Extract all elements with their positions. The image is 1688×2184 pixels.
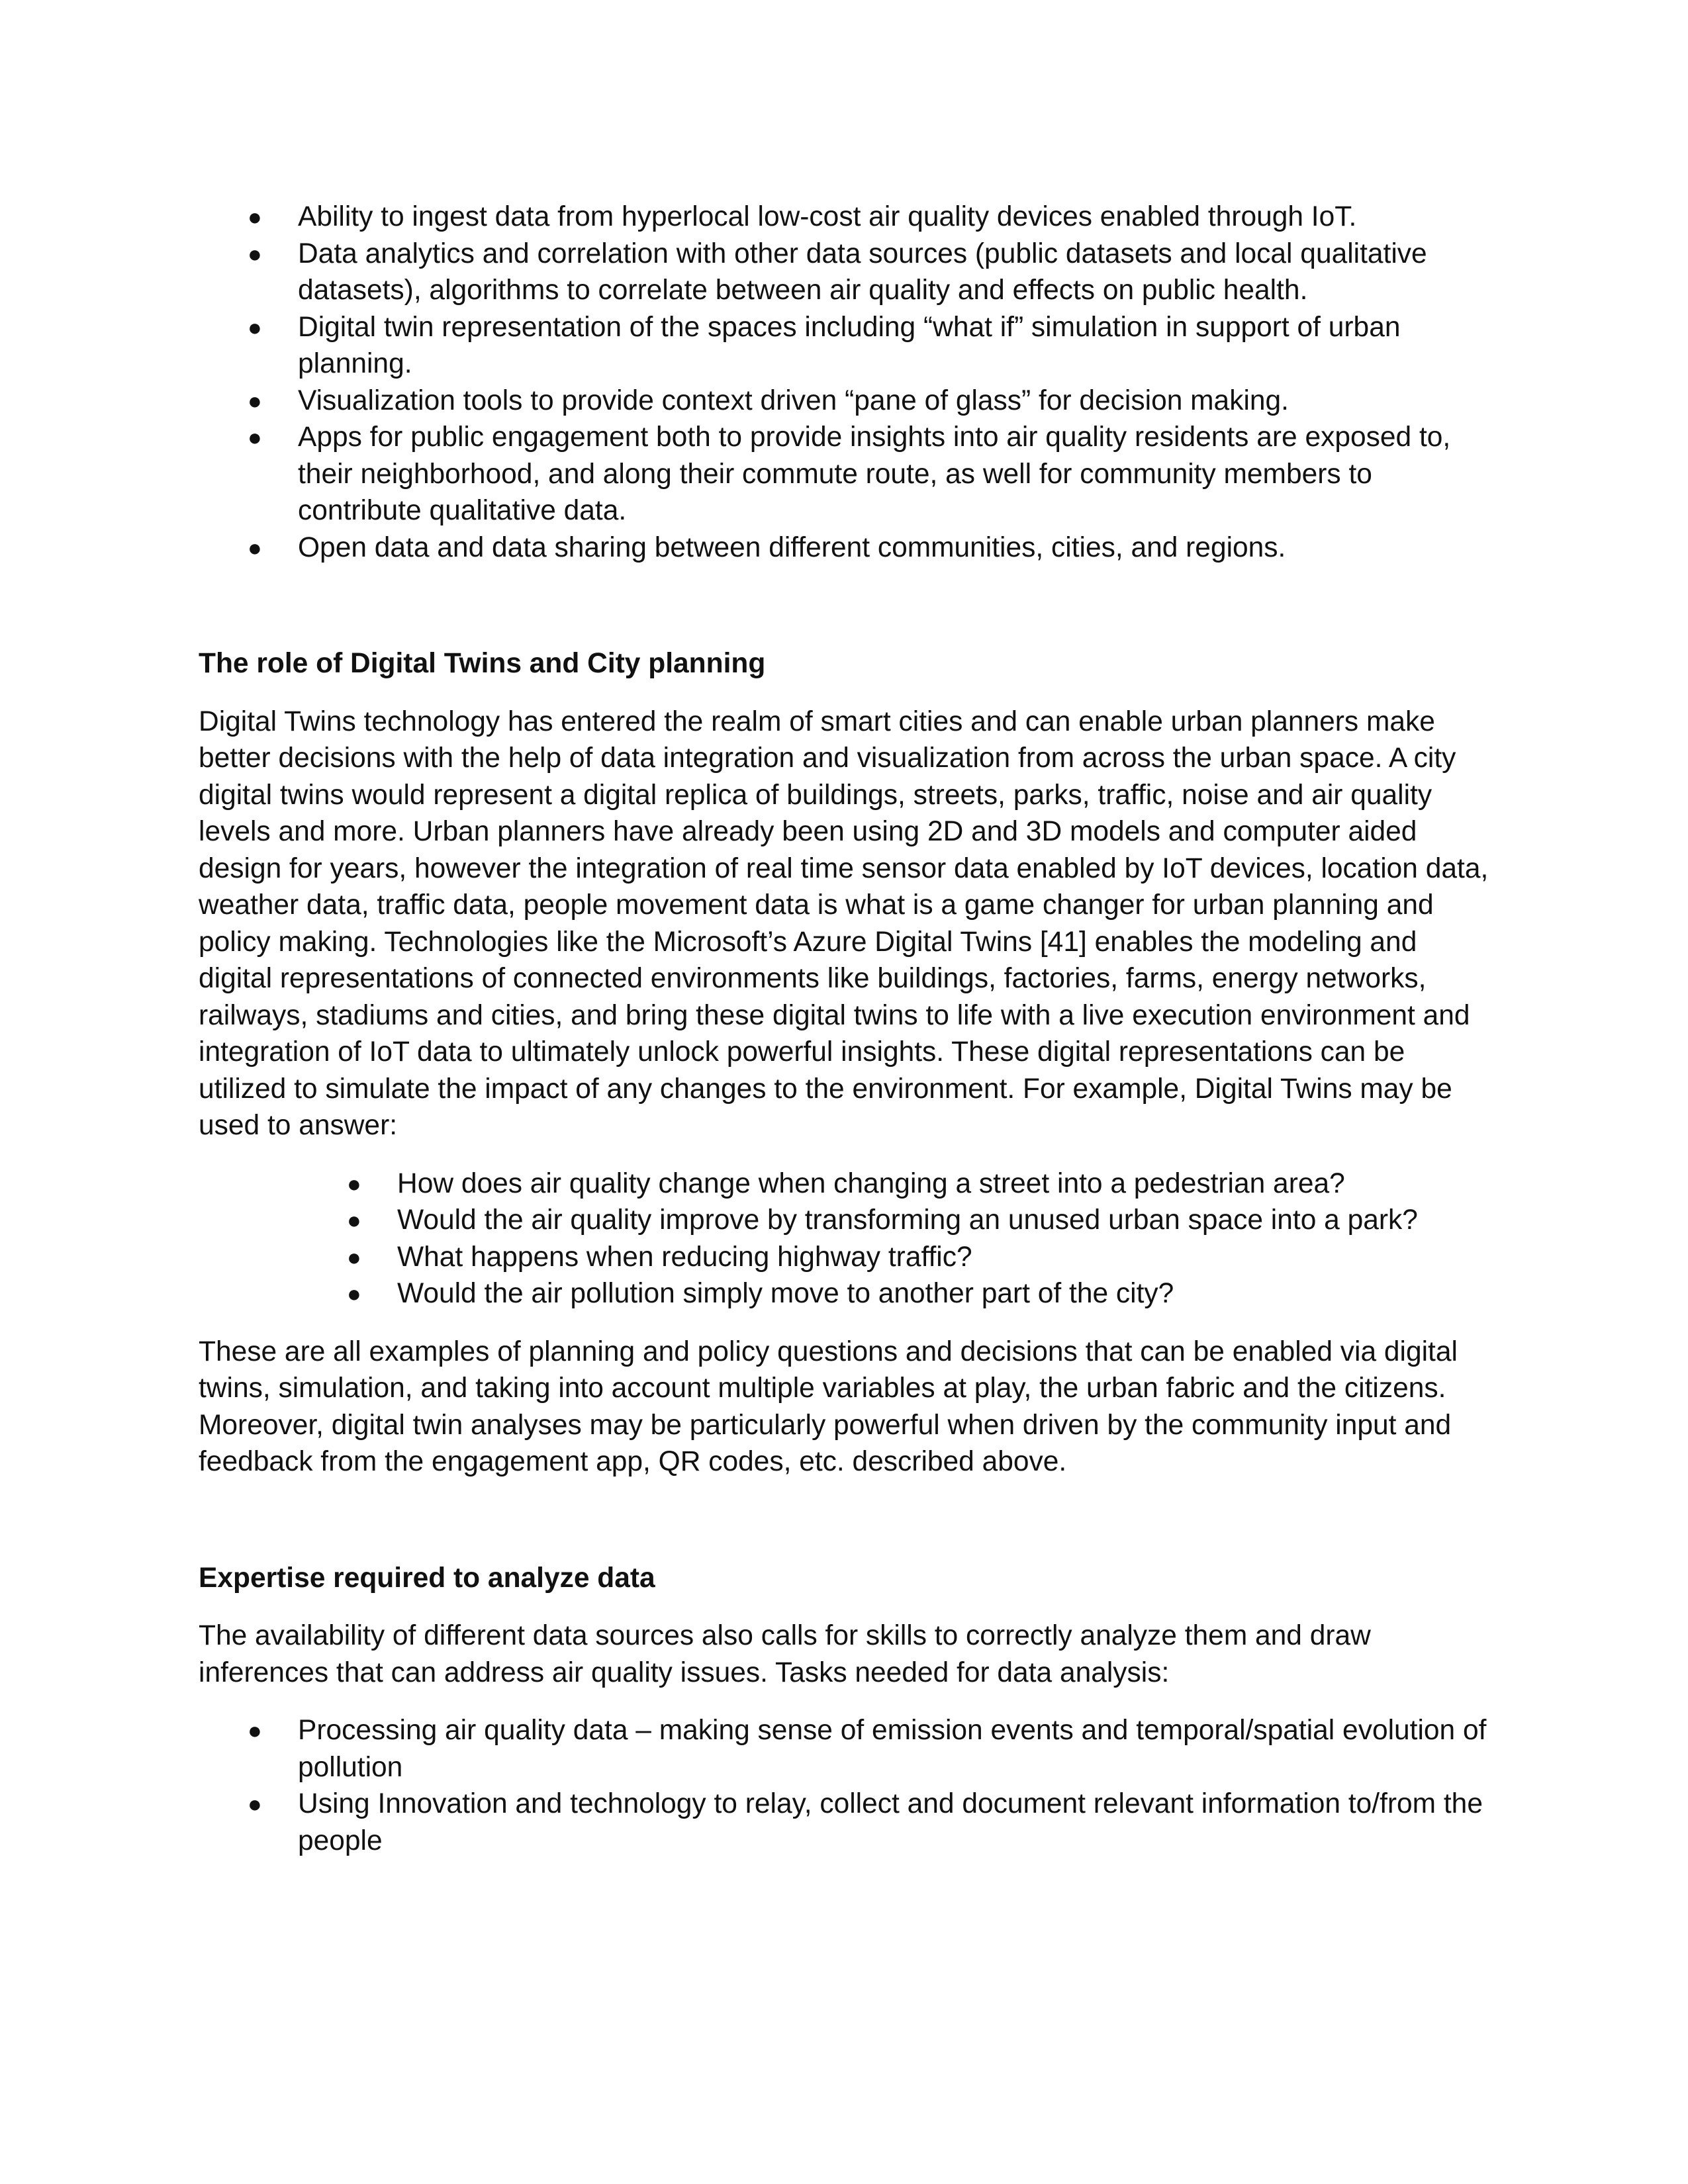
bullet-icon: ● <box>248 1790 262 1817</box>
tasks-list <box>199 1712 1489 1859</box>
expertise-paragraph: The availability of different data sources also calls for skills to correctly analyze them and draw inferences that can address air quality issues. Tasks needed for data analysis: <box>199 1620 1371 1688</box>
bullet-icon: ● <box>248 240 262 267</box>
list-item: ● Processing air quality data – making sense of emission events and temporal/spatial evolution of pollution <box>199 1712 1489 1786</box>
list-item: ● Apps for public engagement both to provide insights into air quality residents are exposed to, their neighborhood, and along their commute route, as well for community members to contribute qualitative data. <box>199 419 1476 529</box>
bullet-icon: ● <box>248 533 262 561</box>
bullet-icon: ● <box>347 1169 361 1197</box>
list-item: ● Open data and data sharing between different communities, cities, and regions. <box>199 529 1476 567</box>
list-item: ● Visualization tools to provide context driven “pane of glass” for decision making. <box>199 383 1476 420</box>
bullet-icon: ● <box>248 1717 262 1744</box>
document-page <box>199 199 1489 1859</box>
list-item: ● Data analytics and correlation with other data sources (public datasets and local qualitative datasets), algorithms to correlate between air quality and effects on public health. <box>199 236 1476 309</box>
list-item: ● Would the air quality improve by transforming an unused urban space into a park? <box>199 1202 1489 1239</box>
section-heading-digital-twins: The role of Digital Twins and City planning <box>199 648 766 679</box>
bullet-icon: ● <box>347 1280 361 1307</box>
list-item: ● What happens when reducing highway traffic? <box>199 1239 1489 1276</box>
closing-paragraph: These are all examples of planning and policy questions and decisions that can be enabled via digital twins, simulation, and taking into account multiple variables at play, the urban fabric and the citizens. Moreover, digital twin analyses may be particularly powerful when driven by the community input and feedback from the engagement app, QR codes, etc. described above. <box>199 1336 1458 1477</box>
bullet-icon: ● <box>248 313 262 341</box>
bullet-icon: ● <box>248 424 262 451</box>
bullet-icon: ● <box>248 387 262 414</box>
capabilities-list <box>199 199 1476 566</box>
bullet-icon: ● <box>248 203 262 230</box>
list-item: ● Would the air pollution simply move to another part of the city? <box>199 1275 1489 1312</box>
bullet-icon: ● <box>347 1206 361 1234</box>
list-item: ● Ability to ingest data from hyperlocal low-cost air quality devices enabled through IoT. <box>199 199 1476 236</box>
digital-twins-paragraph: Digital Twins technology has entered the realm of smart cities and can enable urban planners make better decisions with the help of data integration and visualization from across the urban space. A city digital twins would represent a digital replica of buildings, streets, parks, traffic, noise and air quality levels and more. Urban planners have already been using 2D and 3D models and computer aided design for years, however the integration of real time sensor data enabled by IoT devices, location data, weather data, traffic data, people movement data is what is a game changer for urban planning and policy making. Technologies like the Microsoft’s Azure Digital Twins [41] enables the modeling and digital representations of connected environments like buildings, factories, farms, energy networks, railways, stadiums and cities, and bring these digital twins to life with a live execution environment and integration of IoT data to ultimately unlock powerful insights. These digital representations can be utilized to simulate the impact of any changes to the environment. For example, Digital Twins may be used to answer: <box>199 705 1489 1141</box>
list-item: ● Using Innovation and technology to relay, collect and document relevant information to/from the people <box>199 1786 1489 1859</box>
list-item: ● How does air quality change when changing a street into a pedestrian area? <box>199 1165 1489 1203</box>
list-item: ● Digital twin representation of the spaces including “what if” simulation in support of urban planning. <box>199 309 1476 383</box>
bullet-icon: ● <box>347 1243 361 1271</box>
section-heading-expertise: Expertise required to analyze data <box>199 1562 655 1594</box>
questions-list <box>199 1165 1489 1312</box>
